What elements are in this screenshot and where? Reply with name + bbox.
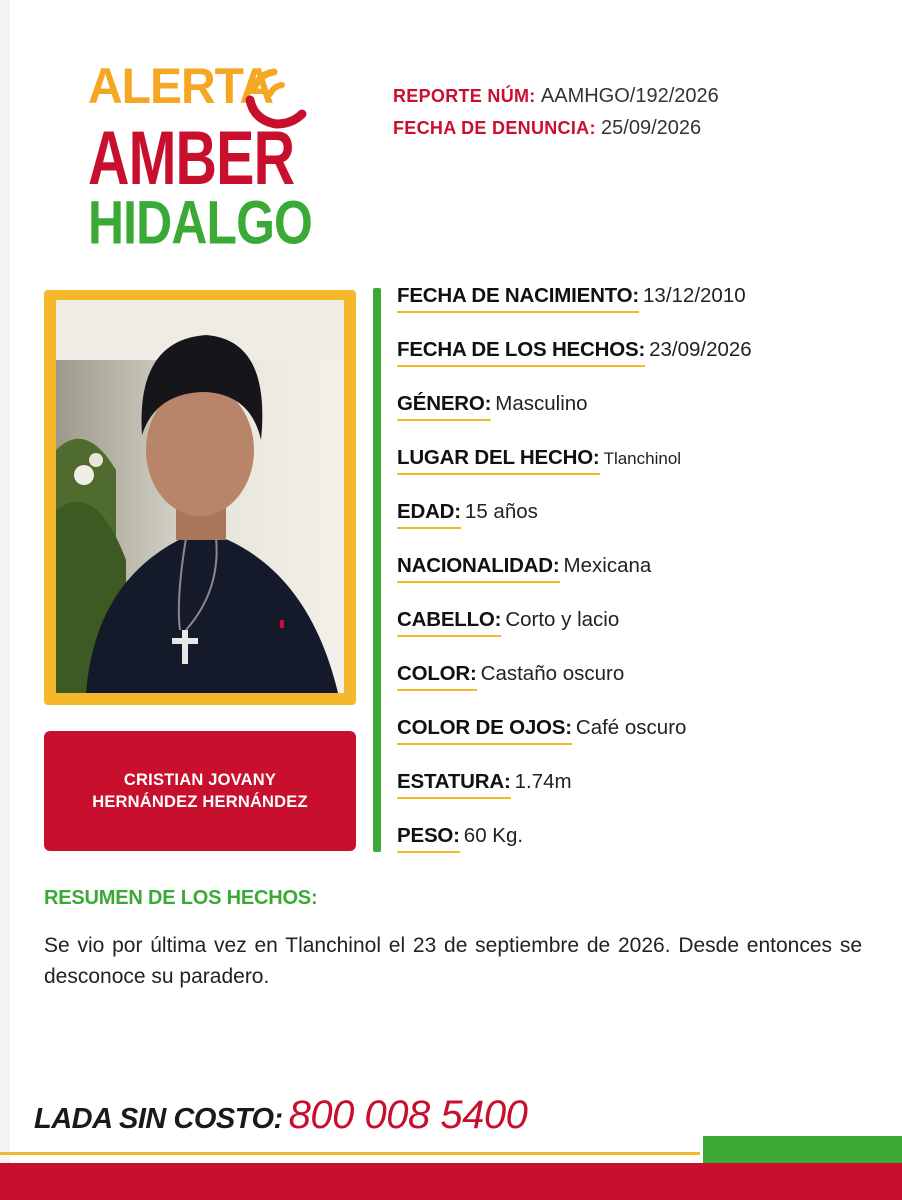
logo-line-hidalgo: HIDALGO [88,189,312,258]
details-list [397,284,752,878]
missing-person-photo [56,300,344,693]
detail-events-date [397,338,752,392]
signal-waves-icon [240,58,310,138]
detail-value: Corto y lacio [505,608,620,631]
detail-place [397,446,752,500]
summary-text: Se vio por última vez en Tlanchinol el 23 de septiembre de 2026. Desde entonces se desconoce su paradero. [44,934,862,988]
detail-label: ESTATURA: [397,770,511,799]
footer-green-block [703,1136,902,1163]
hotline-label: LADA SIN COSTO: [34,1103,283,1135]
page-left-border [0,0,10,1200]
detail-label: NACIONALIDAD: [397,554,560,583]
detail-value: Mexicana [563,554,652,577]
report-date-label: FECHA DE DENUNCIA: [393,118,596,138]
report-number-label: REPORTE NÚM: [393,86,536,106]
logo-line-amber: AMBER [88,115,295,201]
detail-label: COLOR: [397,662,477,691]
detail-age [397,500,752,554]
detail-value: 1.74m [514,770,572,793]
detail-value: 23/09/2026 [649,338,752,361]
detail-label: EDAD: [397,500,461,529]
report-date-value: 25/09/2026 [601,117,702,139]
detail-value: Masculino [495,392,588,415]
report-number-row [393,86,719,118]
detail-value: 60 Kg. [463,824,524,847]
detail-label: GÉNERO: [397,392,491,421]
detail-hair [397,608,752,662]
report-header [393,86,719,150]
detail-weight [397,824,752,878]
detail-label: PESO: [397,824,460,853]
detail-label: FECHA DE LOS HECHOS: [397,338,645,367]
report-number-value: AAMHGO/192/2026 [540,85,719,107]
hotline [34,1093,527,1138]
photo-frame [44,290,356,705]
detail-nationality [397,554,752,608]
hotline-number[interactable]: 800 008 5400 [288,1093,528,1137]
report-date-row [393,118,719,150]
footer-red-band [0,1163,902,1200]
detail-label: CABELLO: [397,608,501,637]
person-name-line2: HERNÁNDEZ HERNÁNDEZ [92,793,308,811]
detail-value: 15 años [464,500,538,523]
detail-gender [397,392,752,446]
detail-height [397,770,752,824]
detail-label: COLOR DE OJOS: [397,716,572,745]
detail-color [397,662,752,716]
person-name-line1: CRISTIAN JOVANY [123,770,277,789]
summary-title: RESUMEN DE LOS HECHOS: [44,887,318,909]
person-name-box [44,731,356,851]
footer-yellow-stripe [0,1152,700,1155]
detail-value: Café oscuro [575,716,687,739]
alerta-amber-hidalgo-logo [88,58,318,258]
detail-birth-date [397,284,752,338]
logo-line-alerta: ALERTA [88,59,274,115]
detail-eye-color [397,716,752,770]
detail-value: Castaño oscuro [480,662,625,685]
detail-value: 13/12/2010 [643,284,746,307]
detail-label: LUGAR DEL HECHO: [397,446,600,475]
divider-bar [373,288,381,852]
detail-value: Tlanchinol [603,449,682,468]
detail-label: FECHA DE NACIMIENTO: [397,284,639,313]
